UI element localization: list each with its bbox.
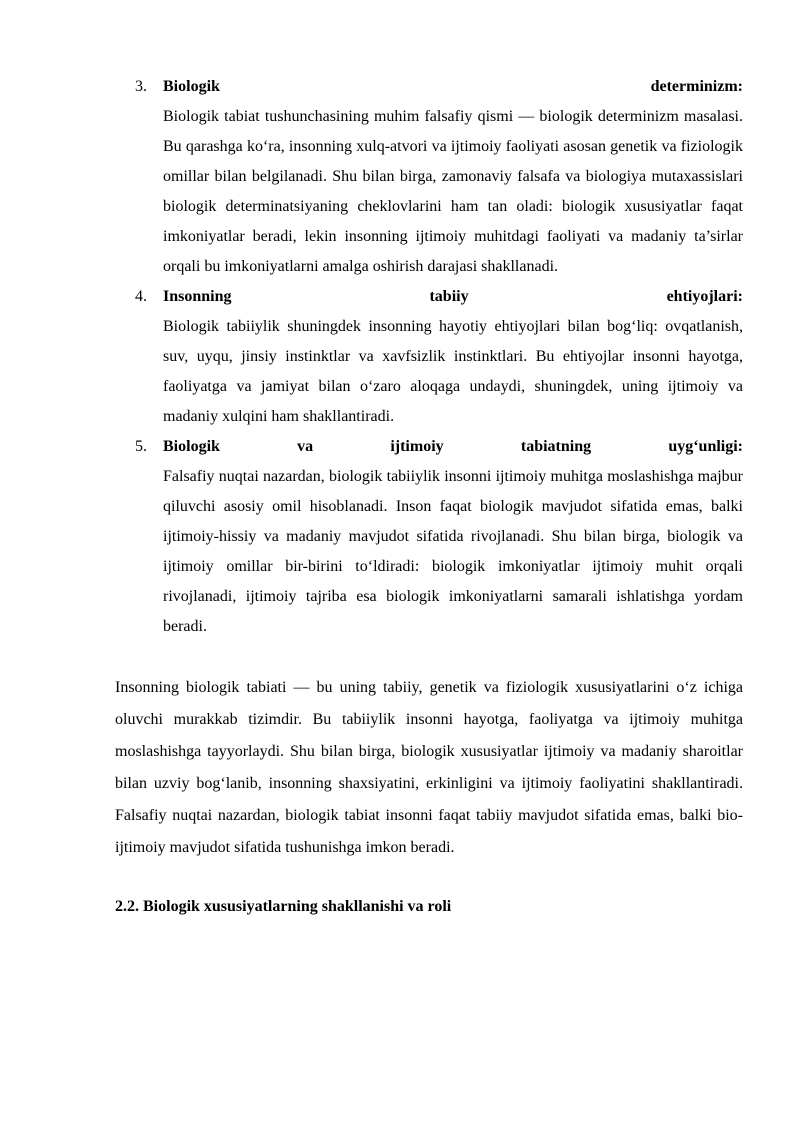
list-item-text: Biologik tabiiylik shuningdek insonning hayotiy ehtiyojlari bilan bog‘liq: ovqatlanish, suv, uyqu, jinsiy instinktlar va xavfsizlik instinktlari. Bu ehtiyojlar insonni hayotga, faoliyatga va jamiyat bilan o‘zaro aloqaga undaydi, shuningdek, uning ijtimoiy va madaniy xulqini ham shakllantiradi.	[163, 318, 743, 425]
list-item-number: 3.	[135, 78, 147, 95]
list-item-heading: Insonning tabiiy ehtiyojlari:	[163, 288, 743, 305]
list-item-heading: Biologik determinizm:	[163, 78, 743, 95]
numbered-list	[115, 72, 743, 642]
list-item-text: Falsafiy nuqtai nazardan, biologik tabiiylik insonni ijtimoiy muhitga moslashishga majbur qiluvchi asosiy omil hisoblanadi. Inson faqat biologik mavjudot sifatida emas, balki ijtimoiy-hissiy va madaniy mavjudot sifatida rivojlanadi. Shu bilan birga, biologik va ijtimoiy omillar bir-birini to‘ldiradi: biologik imkoniyatlar ijtimoiy muhit orqali rivojlanadi, ijtimoiy tajriba esa biologik imkoniyatlarni samarali ishlatishga yordam beradi.	[163, 468, 743, 635]
list-item-number: 5.	[135, 438, 147, 455]
body-paragraph: Insonning biologik tabiati — bu uning tabiiy, genetik va fiziologik xususiyatlarini o‘z ichiga oluvchi murakkab tizimdir. Bu tabiiylik insonni hayotga, faoliyatga va ijtimoiy muhitga moslashishga tayyorlaydi. Shu bilan birga, biologik xususiyatlar ijtimoiy va madaniy sharoitlar bilan uzviy bog‘lanib, insonning shaxsiyatini, erkinligini va ijtimoiy faoliyatini shakllantiradi. Falsafiy nuqtai nazardan, biologik tabiat insonni faqat tabiiy mavjudot sifatida emas, balki bio-ijtimoiy mavjudot sifatida tushunishga imkon beradi.	[115, 679, 743, 856]
list-item-heading: Biologik va ijtimoiy tabiatning uyg‘unligi:	[163, 438, 743, 455]
list-item	[115, 72, 743, 282]
list-item-text: Biologik tabiat tushunchasining muhim falsafiy qismi — biologik determinizm masalasi. Bu qarashga ko‘ra, insonning xulq-atvori va ijtimoiy faoliyati asosan genetik va fiziologik omillar bilan belgilanadi. Shu bilan birga, zamonaviy falsafa va biologiya mutaxassislari biologik determinatsiyaning cheklovlarini ham tan oladi: biologik xususiyatlar faqat imkoniyatlar beradi, lekin insonning ijtimoiy muhitdagi faoliyati va madaniy ta’sirlar orqali bu imkoniyatlarni amalga oshirish darajasi shakllanadi.	[163, 108, 743, 275]
list-item	[115, 282, 743, 432]
list-item	[115, 432, 743, 642]
section-heading: 2.2. Biologik xususiyatlarning shakllanishi va roli	[115, 898, 452, 915]
list-item-number: 4.	[135, 288, 147, 305]
